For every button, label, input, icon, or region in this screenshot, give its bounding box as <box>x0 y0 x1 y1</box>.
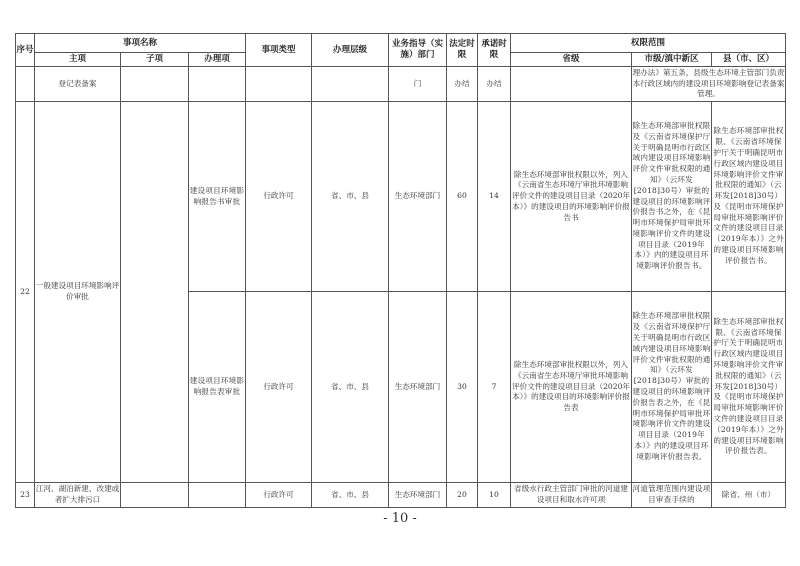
cell-seq: 23 <box>16 483 35 508</box>
cell-sub-item <box>121 483 189 508</box>
cell-item-type: 行政许可 <box>246 483 312 508</box>
cell-sub-item <box>121 67 189 102</box>
cell-city: 除生态环境部审批权限及《云南省环境保护厅关于明确昆明市行政区域内建设项目环境影响评价文件审批权限的通知》（云环发[2018]30号）审批的建设项目的环境影响评价报告表之外，在《昆明市环境保护局审批环境影响评价文件的建设项目目录（2019年本）》内的建设项目环境影响评价报告表。 <box>632 292 712 483</box>
header-county: 县（市、区） <box>712 53 786 67</box>
cell-legal-limit: 30 <box>447 292 478 483</box>
cell-handling-item <box>189 483 246 508</box>
cell-promise-limit: 10 <box>478 483 511 508</box>
cell-promise-limit: 7 <box>478 292 511 483</box>
cell-province: 除生态环境部审批权限以外，列入《云南省生态环境厅审批环境影响评价文件的建设项目目录（2020年本）》的建设项目的环境影响评价报告书 <box>511 102 632 292</box>
cell-handling-item <box>189 67 246 102</box>
authority-table <box>15 33 786 508</box>
cell-handling-level: 省、市、县 <box>312 102 389 292</box>
cell-legal-limit: 60 <box>447 102 478 292</box>
cell-item-type: 行政许可 <box>246 102 312 292</box>
header-dept: 业务指导（实施）部门 <box>389 34 447 67</box>
header-item-name: 事项名称 <box>35 34 246 53</box>
cell-legal-limit: 20 <box>447 483 478 508</box>
table-row <box>16 483 786 508</box>
cell-dept: 生态环境部门 <box>389 483 447 508</box>
cell-county: 除省、州（市） <box>712 483 786 508</box>
cell-city: 河道管理范围内建设项目审查手续的 <box>632 483 712 508</box>
table-row <box>16 67 786 102</box>
cell-promise-limit: 办结 <box>478 67 511 102</box>
cell-county: 除生态环境部审批权限、《云南省环境保护厅关于明确昆明市行政区域内建设项目环境影响评价文件审批权限的通知》（云环发[2018]30号）及《昆明市环境保护局审批环境影响评价文件的建设项目目录（2019年本）》之外的建设项目环境影响评价报告表。 <box>712 292 786 483</box>
cell-item-type <box>246 67 312 102</box>
cell-city-county: 理办法》第五条，县级生态环境主管部门负责本行政区域内的建设项目环境影响登记表备案管理。 <box>632 67 786 102</box>
cell-seq: 22 <box>16 102 35 483</box>
header-province: 省级 <box>511 53 632 67</box>
cell-dept: 门 <box>389 67 447 102</box>
cell-province <box>511 67 632 102</box>
cell-main-item: 一般建设项目环境影响评价审批 <box>35 102 121 483</box>
page-number: - 10 - <box>383 511 417 526</box>
cell-city: 除生态环境部审批权限及《云南省环境保护厅关于明确昆明市行政区域内建设项目环境影响评价文件审批权限的通知》（云环发[2018]30号）审批的建设项目的环境影响评价报告书之外，在《昆明市环境保护局审批环境影响评价文件的建设项目目录（2019年本）》内的建设项目环境影响评价报告书。 <box>632 102 712 292</box>
header-item-type: 事项类型 <box>246 34 312 67</box>
cell-handling-item: 建设项目环境影响报告书审批 <box>189 102 246 292</box>
cell-promise-limit: 14 <box>478 102 511 292</box>
cell-dept: 生态环境部门 <box>389 102 447 292</box>
header-handling-level: 办理层级 <box>312 34 389 67</box>
cell-item-type: 行政许可 <box>246 292 312 483</box>
header-city: 市级/滇中新区 <box>632 53 712 67</box>
header-main-item: 主项 <box>35 53 121 67</box>
cell-handling-level: 省、市、县 <box>312 483 389 508</box>
cell-main-item: 登记表备案 <box>35 67 121 102</box>
header-legal-limit: 法定时限 <box>447 34 478 67</box>
header-seq: 序号 <box>16 34 35 67</box>
cell-province: 省级水行政主管部门审批的河道建设项目和取水许可项 <box>511 483 632 508</box>
header-sub-item: 子项 <box>121 53 189 67</box>
header-authority-scope: 权限范围 <box>511 34 786 53</box>
cell-province: 除生态环境部审批权限以外，列入《云南省生态环境厅审批环境影响评价文件的建设项目目录（2020年本）》的建设项目的环境影响评价报告表 <box>511 292 632 483</box>
cell-dept: 生态环境部门 <box>389 292 447 483</box>
cell-handling-level <box>312 67 389 102</box>
cell-seq <box>16 67 35 102</box>
header-promise-limit: 承诺时限 <box>478 34 511 67</box>
cell-handling-item: 建设项目环境影响报告表审批 <box>189 292 246 483</box>
cell-legal-limit: 办结 <box>447 67 478 102</box>
header-handling-item: 办理项 <box>189 53 246 67</box>
cell-handling-level: 省、市、县 <box>312 292 389 483</box>
cell-sub-item <box>121 102 189 483</box>
table-row <box>16 102 786 292</box>
cell-main-item: 江河、湖泊新建、改建或者扩大排污口 <box>35 483 121 508</box>
cell-county: 除生态环境部审批权限、《云南省环境保护厅关于明确昆明市行政区域内建设项目环境影响评价文件审批权限的通知》（云环发[2018]30号）及《昆明市环境保护局审批环境影响评价文件的建设项目目录（2019年本）》之外的建设项目环境影响评价报告书。 <box>712 102 786 292</box>
